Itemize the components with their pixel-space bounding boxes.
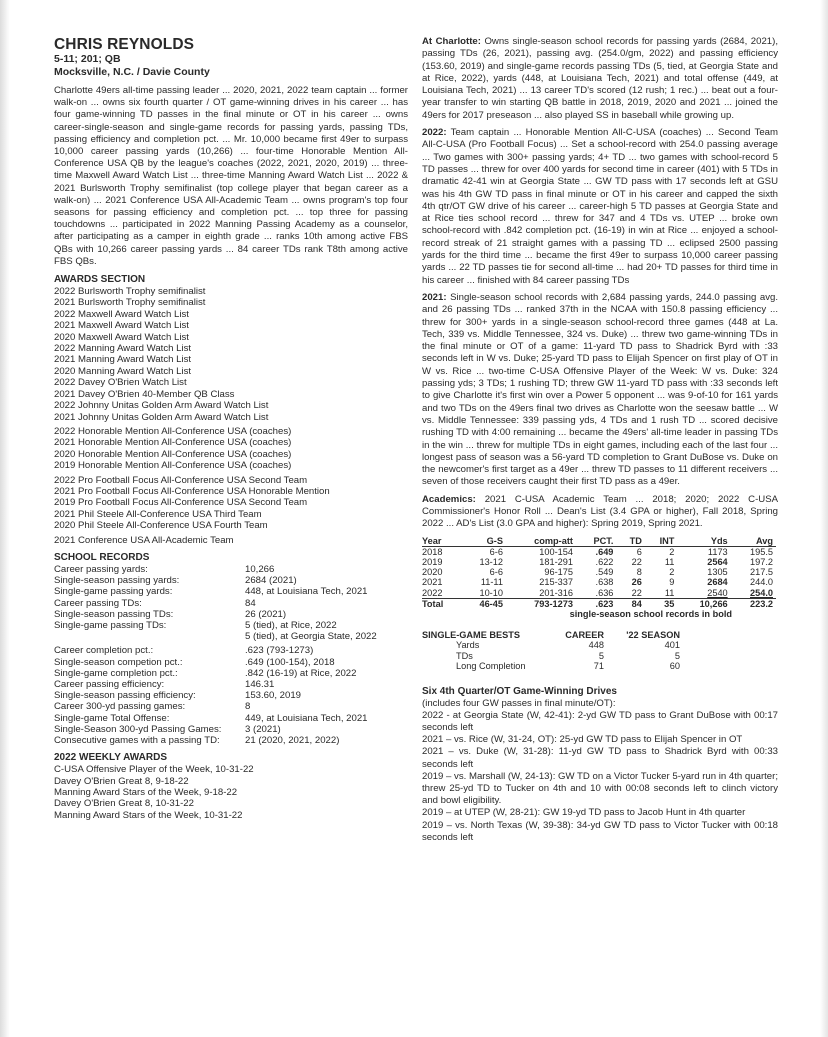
season-2021-paragraph <box>422 292 778 489</box>
awards-group <box>54 426 408 472</box>
record-row <box>54 735 408 746</box>
award-item: 2019 Honorable Mention All-Conference USA (coaches) <box>54 460 292 472</box>
sgb-header-cell: '22 SEASON <box>626 630 680 640</box>
record-value: 146.31 <box>245 679 275 691</box>
record-label: Single-game Total Offense: <box>54 712 170 724</box>
stats-cell: 2022 <box>422 587 443 598</box>
award-item: 2021 Burlsworth Trophy semifinalist <box>54 297 206 309</box>
stats-cell: 6-6 <box>489 546 503 557</box>
gw-drive-item: 2021 – vs. Duke (W, 31-28): 11-yd GW TD pass to Shadrick Byrd with 00:33 seconds left <box>422 746 778 770</box>
record-value: 5 (tied), at Georgia State, 2022 <box>245 631 377 643</box>
sgb-cell: Yards <box>456 640 480 651</box>
gw-drive-item: 2019 – at UTEP (W, 28-21): GW 19-yd TD pass to Jacob Hunt in 4th quarter <box>422 807 746 819</box>
weekly-awards-list <box>54 764 408 821</box>
academics-paragraph <box>422 494 778 531</box>
stats-cell: 2 <box>669 567 675 578</box>
record-label: Single-season passing yards: <box>54 575 180 587</box>
stats-cell: 100-154 <box>539 546 573 557</box>
record-value: 5 (tied), at Rice, 2022 <box>245 620 337 631</box>
record-row <box>54 598 408 609</box>
record-label: Single-season competion pct.: <box>54 656 183 668</box>
award-item: 2020 Manning Award Watch List <box>54 365 192 377</box>
stats-cell: 9 <box>669 577 675 588</box>
stats-cell: 2 <box>669 546 675 557</box>
record-value: 8 <box>245 701 251 713</box>
stats-cell: 6-6 <box>489 567 503 578</box>
award-item: 2020 Maxwell Award Watch List <box>54 331 189 343</box>
left-column <box>54 36 408 821</box>
stats-cell: 11-11 <box>480 577 503 588</box>
stats-row <box>422 588 776 599</box>
stats-cell: 13-12 <box>479 556 503 567</box>
award-item: 2021 Pro Football Focus All-Conference USA Honorable Mention <box>54 485 330 497</box>
season-2021-text: Single-season school records with 2,684 passing yards, 244.0 passing avg. and 26 passing TDs ... ranked 37th in the NCAA with 150.8 passing efficiency ... threw for 300+ yards in a single-season school-record three games (448 at La. Tech, 339 vs. Middle Tennessee, 324 vs. Duke) ... threw two game-winning TDs in the final minute or OT of a game: 11-yard TD pass to Shadrick Byrd with :33 seconds left in W vs. Duke; 25-yard TD pass to Elijah Spencer on first play of OT in W vs. Rice ... two-time C-USA Offensive Player of the Week: W vs. Duke: 324 passing yds; 3 TDs; 1 rushing TD; threw GW 11-yard TD pass with :33 seconds left to give Charlotte it's first win over a Power 5 opponent ... was 9-of-10 for 161 yards and two TDs on the 49ers final two drives as Charlotte won the seesaw battle ... W vs. Middle Tennessee: 339 passing yds, 4 TDs and 1 rush TD ... scored decisive rushing TD with 4:00 remaining ... became the 49ers' all-time leader in passing TDs in the win ... threw for multiple TDs in eight games, including each of the last four ... longest pass of season was a 56-yard TD completion to Grant DuBose vs. Duke on the newcomer's first target as a 49er ... threw TD passes to 11 different receivers ... seven of those receivers caught their first TD pass as a 49er. <box>422 291 778 488</box>
sgb-row <box>422 651 778 661</box>
record-row <box>54 724 408 735</box>
record-label: Single-season passing efficiency: <box>54 690 196 702</box>
stats-cell: 22 <box>631 587 642 598</box>
sgb-header-row <box>422 630 778 640</box>
award-item: 2022 Pro Football Focus All-Conference USA Second Team <box>54 474 308 486</box>
stats-cell: 201-316 <box>539 587 573 598</box>
award-item: 2022 Manning Award Watch List <box>54 343 192 355</box>
gw-drives-subheading: (includes four GW passes in final minute/OT): <box>422 697 616 709</box>
charlotte-text: Owns single-season school records for passing yards (2684, 2021), passing TDs (26, 2021), passing avg. (254.0/gm, 2022) and passing efficiency (153.60, 2019) and single-game records passing TDs (5, tied, at Georgia State and at Rice, 2022), yards (448, at Louisiana Tech, 2021) and total offense (449, at Louisiana Tech, 2021) ... 13 career TD's scored (12 rush; 1 rec.) ... beat out a four-year transfer to win starting QB battle in 2018, 2019, 2020 and 2021 ... joined the 49ers for 2017 preseason ... also played SS in baseball while growing up. <box>422 36 778 121</box>
single-game-bests <box>422 630 778 672</box>
record-label: Single-season passing TDs: <box>54 608 174 620</box>
stats-cell: .622 <box>595 556 614 567</box>
weekly-award-item: Davey O'Brien Great 8, 10-31-22 <box>54 798 194 810</box>
stats-cell: 181-291 <box>539 556 573 567</box>
record-label: Career 300-yd passing games: <box>54 701 186 713</box>
school-records-heading: SCHOOL RECORDS <box>54 551 150 563</box>
stats-cell: 6 <box>636 546 642 557</box>
gw-drive-item: 2019 – vs. North Texas (W, 39-38): 34-yd GW TD pass to Victor Tucker with 00:18 seconds left <box>422 819 778 843</box>
award-item: 2021 Johnny Unitas Golden Arm Award Watch List <box>54 411 269 423</box>
stats-header-cell: G-S <box>460 536 506 547</box>
awards-group <box>54 475 408 532</box>
record-row <box>54 645 408 656</box>
school-records-list <box>54 564 408 746</box>
season-2021-label: 2021: <box>422 291 447 303</box>
stats-cell: 2684 <box>707 577 728 588</box>
stats-cell: .649 <box>595 546 614 557</box>
record-label: Career passing efficiency: <box>54 679 165 691</box>
stats-cell: 244.0 <box>750 577 773 588</box>
stats-total-cell: 35 <box>645 598 678 609</box>
player-name: CHRIS REYNOLDS <box>54 36 195 53</box>
stats-cell: 217.5 <box>750 567 773 578</box>
sgb-cell: 448 <box>588 640 604 651</box>
sgb-header-cell: CAREER <box>565 630 604 640</box>
record-value: 448, at Louisiana Tech, 2021 <box>245 586 368 598</box>
stats-cell: 11 <box>664 556 675 567</box>
record-value: 2684 (2021) <box>245 575 297 587</box>
stats-cell: .549 <box>595 567 614 578</box>
stats-cell: 1305 <box>707 567 728 578</box>
award-item: 2021 Maxwell Award Watch List <box>54 320 189 332</box>
stats-body <box>422 546 776 609</box>
awards-list <box>54 286 408 546</box>
weekly-award-item: Manning Award Stars of the Week, 10-31-22 <box>54 809 243 821</box>
record-value: 153.60, 2019 <box>245 690 302 702</box>
stats-cell: 2021 <box>422 577 443 588</box>
stats-total-cell: 10,266 <box>677 598 730 609</box>
stats-cell: .638 <box>595 577 614 588</box>
stats-header-row <box>422 536 776 547</box>
stats-cell: 2018 <box>422 546 443 557</box>
sgb-cell: TDs <box>456 650 473 661</box>
stats-total-cell: Total <box>422 598 460 609</box>
record-row <box>54 713 408 724</box>
season-2022-text: Team captain ... Honorable Mention All-C-USA (coaches) ... Second Team All-C-USA (Pro Football Focus) ... Set a school-record with 254.0 passing average ... Two games with 300+ passing yards; 4+ TD ... two games with school-record 5 TD passes ... threw for over 400 yards for second time in career (401) with 5 TDs in dramatic 42-41 win at Georgia State ... GW TD pass with 17 seconds left at GSU was his 4th GW TD pass in final minute or OT in his career and capped the sixth 4th qtr/OT GW drive of his career ... career-high 5 TD passes at Georgia State and at Rice ties school record ... threw for 347 and 4 TDs vs. UTEP ... broke own school-record with .842 completion pct. (16-19) in win at Rice ... enjoyed a school-record streak of 21 straight games with a passing TD ... eclipsed 2500 passing yards for the third time ... became the first 49er to surpass 10,000 career passing yards ... 22 TD passes tie for second all-time ... had 20+ TD passes for third time in his career ... finished with 84 career passing TDs <box>422 127 778 286</box>
weekly-awards-heading: 2022 WEEKLY AWARDS <box>54 752 168 764</box>
stats-cell: 2020 <box>422 567 443 578</box>
record-label: Consecutive games with a passing TD: <box>54 735 220 747</box>
stats-header-cell: Year <box>422 536 460 547</box>
academics-label: Academics: <box>422 493 476 505</box>
stats-header-cell: PCT. <box>576 536 616 547</box>
gw-drive-item: 2019 – vs. Marshall (W, 24-13): GW TD on a Victor Tucker 5-yard run in 4th quarter; threw 25-yd TD to Tucker on 4th and 10 with 00:08 seconds left to clinch victory and bowl eligibility. <box>422 770 778 807</box>
record-row <box>54 631 408 642</box>
sgb-header-cell: SINGLE-GAME BESTS <box>422 630 521 640</box>
sgb-cell: 401 <box>664 640 680 651</box>
sgb-cell: 5 <box>598 650 604 661</box>
stats-cell: 11 <box>664 587 675 598</box>
stats-row <box>422 546 776 557</box>
stats-header-cell: Avg <box>731 536 776 547</box>
award-item: 2021 Phil Steele All-Conference USA Third Team <box>54 508 262 520</box>
stats-row <box>422 557 776 567</box>
career-stats-table <box>422 536 776 609</box>
gw-drives-section <box>422 686 778 844</box>
record-label: Single-game completion pct.: <box>54 667 178 679</box>
record-label: Single-game passing yards: <box>54 586 173 598</box>
award-item: 2022 Honorable Mention All-Conference USA (coaches) <box>54 425 292 437</box>
record-row <box>54 690 408 701</box>
award-item: 2022 Johnny Unitas Golden Arm Award Watch List <box>54 400 269 412</box>
sgb-row <box>422 640 778 650</box>
record-value: 3 (2021) <box>245 723 281 735</box>
record-row <box>54 620 408 631</box>
player-vitals: 5-11; 201; QB <box>54 53 121 65</box>
gw-drives-heading: Six 4th Quarter/OT Game-Winning Drives <box>422 685 617 697</box>
record-label <box>54 631 245 642</box>
weekly-award-item: Manning Award Stars of the Week, 9-18-22 <box>54 787 238 799</box>
gw-drive-item: 2022 - at Georgia State (W, 42-41): 2-yd GW TD pass to Grant DuBose with 00:17 seconds left <box>422 709 778 734</box>
award-item: 2022 Burlsworth Trophy semifinalist <box>54 286 206 298</box>
awards-group <box>54 286 408 423</box>
right-column <box>422 36 778 844</box>
sgb-cell: 5 <box>674 650 680 661</box>
stats-header-cell: Yds <box>677 536 730 547</box>
record-value: 449, at Louisiana Tech, 2021 <box>245 712 368 724</box>
record-value: 84 <box>245 597 256 609</box>
record-value: .842 (16-19) at Rice, 2022 <box>245 667 357 679</box>
stats-cell: 254.0 <box>750 587 773 598</box>
stats-header-cell: INT <box>645 536 678 547</box>
charlotte-label: At Charlotte: <box>422 36 481 47</box>
stats-cell: 22 <box>631 556 642 567</box>
stats-cell: 1173 <box>707 546 728 557</box>
awards-heading: AWARDS SECTION <box>54 274 146 286</box>
stats-header-cell: comp-att <box>506 536 576 547</box>
stats-cell: 10-10 <box>479 587 503 598</box>
record-value: 21 (2020, 2021, 2022) <box>245 735 340 747</box>
record-value: .649 (100-154), 2018 <box>245 656 335 668</box>
award-item: 2020 Phil Steele All-Conference USA Fourth Team <box>54 520 268 532</box>
stats-cell: 195.5 <box>750 546 773 557</box>
stats-total-cell: 46-45 <box>460 598 506 609</box>
charlotte-paragraph <box>422 36 778 122</box>
weekly-award-item: Davey O'Brien Great 8, 9-18-22 <box>54 775 189 787</box>
record-label: Single-game passing TDs: <box>54 620 167 631</box>
player-hometown: Mocksville, N.C. / Davie County <box>54 66 210 78</box>
player-bio: Charlotte 49ers all-time passing leader ... 2020, 2021, 2022 team captain ... former walk-on ... owns six fourth quarter / OT game-winning drives in his career ... has four game-winning TD passes in the final minute or OT in his career ... owns career-single-season and single-game records for passing yards, passing TDs, passing efficiency and completion pct. ... Mr. 10,000 became first 49er to surpass 10,000 career passing yards (10,266) ... four-time Honorable Mention All-Conference USA QB by the league's coaches (2022, 2021, 2020, 2019) ... three-time Maxwell Award Watch List ... three-time Manning Award Watch List ... 2022 & 2021 Burlsworth Trophy semifinalist (top college player that began career as a walk-on) ... 2021 Conference USA All-Academic Team ... owns program's top four seasons for passing efficiency and completion pct. ... top three for passing touchdowns ... participated in 2022 Manning Passing Academy as a counselor, after participating as a camper in eighth grade ... ranks 10th among active FBS QBs with 10,266 career passing yards ... 84 career TDs rank T8th among active FBS QBs. <box>54 85 408 267</box>
sgb-row <box>422 661 778 671</box>
stats-cell: 2564 <box>707 556 728 567</box>
record-row <box>54 657 408 668</box>
sgb-cell: 71 <box>593 661 604 672</box>
award-item: 2021 Honorable Mention All-Conference USA (coaches) <box>54 437 292 449</box>
record-row <box>54 575 408 586</box>
stats-row <box>422 577 776 587</box>
record-row <box>54 609 408 620</box>
stats-total-cell: 84 <box>616 598 644 609</box>
record-row <box>54 586 408 597</box>
stats-cell: 26 <box>631 577 642 588</box>
gw-drives-list <box>422 710 778 844</box>
stats-total-cell: 223.2 <box>731 598 776 609</box>
stats-cell: 197.2 <box>750 556 773 567</box>
award-item: 2022 Maxwell Award Watch List <box>54 308 189 320</box>
stats-total-row <box>422 598 776 609</box>
record-label: Career passing yards: <box>54 563 148 575</box>
stats-cell: .636 <box>595 587 614 598</box>
sgb-cell: Long Completion <box>456 661 526 672</box>
stats-cell: 215-337 <box>539 577 573 588</box>
awards-group <box>54 535 408 546</box>
record-value: 10,266 <box>245 563 275 575</box>
stats-cell: 96-175 <box>544 567 573 578</box>
award-item: 2021 Davey O'Brien 40-Member QB Class <box>54 388 235 400</box>
stats-header-cell: TD <box>616 536 644 547</box>
academics-text: 2021 C-USA Academic Team ... 2018; 2020; 2022 C-USA Commissioner's Honor Roll ... Dean's List (3.4 GPA or higher), Fall 2018, Spring 2022 ... AD's List (3.0 GPA and higher): Spring 2019, Spring 2021. <box>422 493 778 530</box>
stats-note: single-season school records in bold <box>569 609 732 619</box>
gw-drive-item: 2021 – vs. Rice (W, 31-24, OT): 25-yd GW TD pass to Elijah Spencer in OT <box>422 734 743 746</box>
record-row <box>54 668 408 679</box>
record-value: 26 (2021) <box>245 608 287 620</box>
stats-total-cell: .623 <box>576 598 616 609</box>
record-value: .623 (793-1273) <box>245 645 314 657</box>
weekly-award-item: C-USA Offensive Player of the Week, 10-31-22 <box>54 764 254 776</box>
stats-cell: 2019 <box>422 556 443 567</box>
sgb-cell: 60 <box>669 661 680 672</box>
record-row <box>54 564 408 575</box>
record-row <box>54 679 408 690</box>
award-item: 2021 Manning Award Watch List <box>54 354 192 366</box>
award-item: 2020 Honorable Mention All-Conference USA (coaches) <box>54 448 292 460</box>
record-row <box>54 701 408 712</box>
season-2022-paragraph <box>422 127 778 287</box>
season-2022-label: 2022: <box>422 127 447 139</box>
stats-cell: 8 <box>636 567 642 578</box>
stats-row <box>422 567 776 577</box>
award-item: 2019 Pro Football Focus All-Conference USA Second Team <box>54 497 308 509</box>
record-label: Career passing TDs: <box>54 597 142 609</box>
record-label: Single-Season 300-yd Passing Games: <box>54 723 222 735</box>
award-item: 2022 Davey O'Brien Watch List <box>54 377 187 389</box>
record-label: Career completion pct.: <box>54 645 154 657</box>
stats-cell: 2540 <box>707 587 728 598</box>
stats-total-cell: 793-1273 <box>506 598 576 609</box>
award-item: 2021 Conference USA All-Academic Team <box>54 534 234 546</box>
